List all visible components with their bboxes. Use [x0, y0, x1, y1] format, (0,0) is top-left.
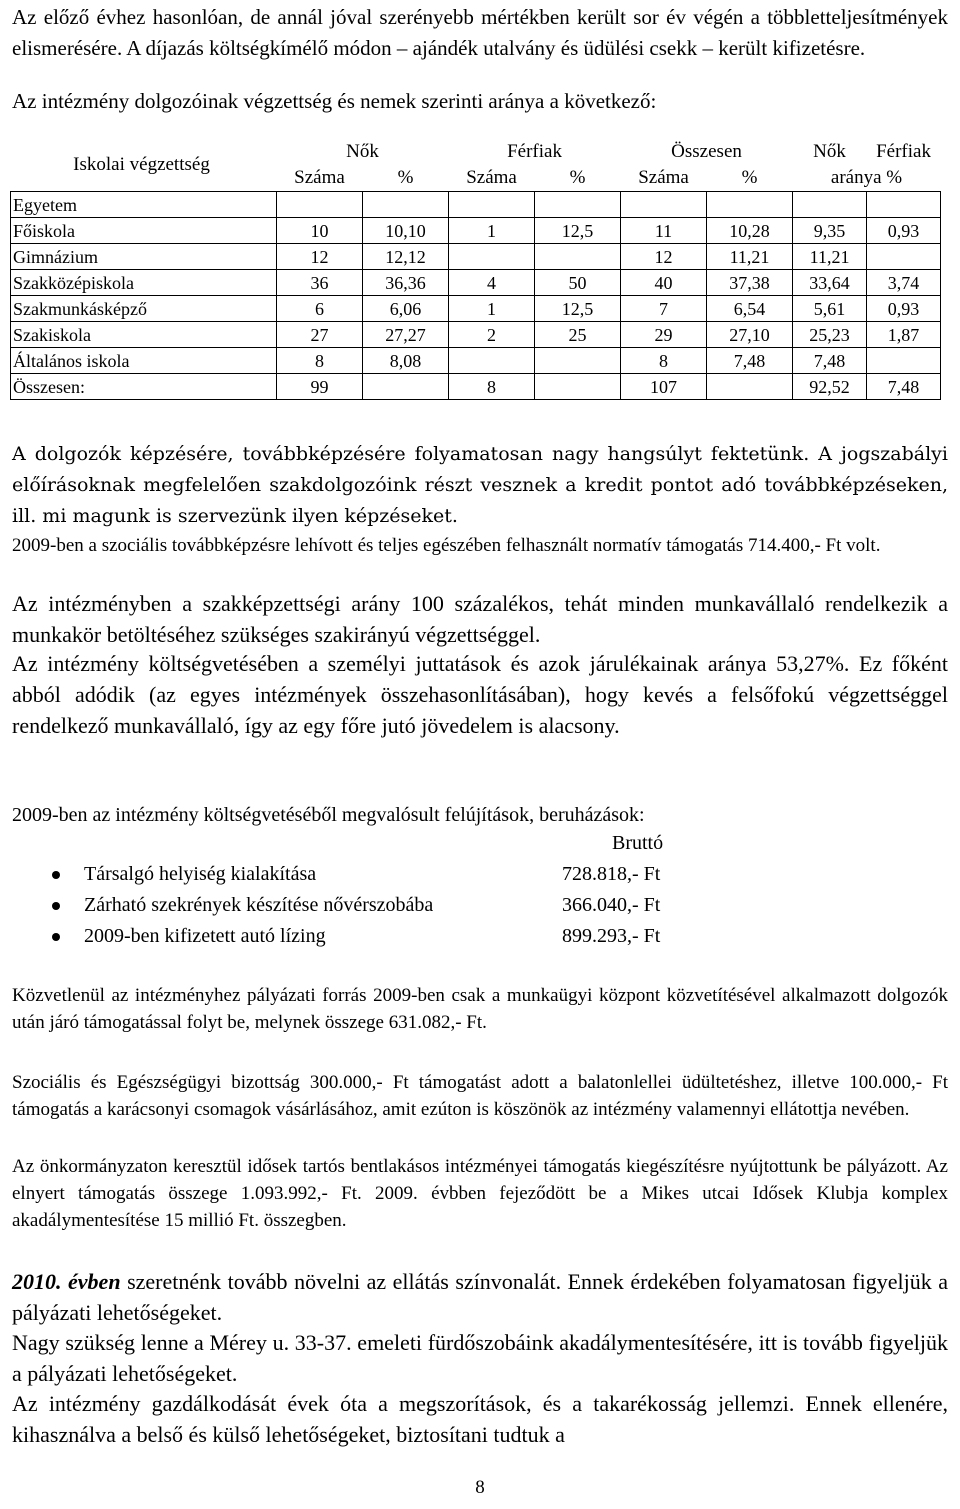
subheader-percent: %: [569, 167, 586, 188]
cell: 7,48: [867, 374, 941, 400]
gross-amount-header: Bruttó: [612, 832, 664, 854]
cell: 99: [277, 374, 363, 400]
cell: 29: [621, 322, 707, 348]
table-row: [11, 192, 941, 218]
header-women-ratio: Nők: [813, 141, 846, 162]
cell: 27: [277, 322, 363, 348]
cell: 7,48: [707, 348, 793, 374]
cell: 4: [449, 270, 535, 296]
table-row: [11, 348, 941, 374]
row-label: Gimnázium: [11, 244, 277, 270]
plans-text: szeretnénk tovább növelni az ellátás színvonalát. Ennek érdekében folyamatosan figyeljük a pályázati lehetőségeket.: [12, 1269, 949, 1325]
intro-paragraph: Az előző évhez hasonlóan, de annál jóval szerényebb mértékben került sor év végén a többletteljesítmények elismerésére. A díjazás költségkímélő módon – ajándék utalvány és üdülési csekk – került kifizetésre.: [12, 5, 948, 60]
subheader-percent: %: [397, 167, 414, 188]
cell: 10,28: [707, 218, 793, 244]
table-row: [11, 322, 941, 348]
row-label: Egyetem: [11, 192, 277, 218]
cell: 50: [535, 270, 621, 296]
cell: 12: [277, 244, 363, 270]
cell: [535, 192, 621, 218]
row-label: Általános iskola: [11, 348, 277, 374]
cell: [363, 192, 449, 218]
education-gender-table: [10, 139, 941, 400]
table-intro-sentence: Az intézmény dolgozóinak végzettség és nemek szerinti aránya a következő:: [12, 89, 657, 113]
cell: 12,5: [535, 218, 621, 244]
bullet-icon: [52, 902, 60, 910]
cell: 7,48: [793, 348, 867, 374]
cell: [449, 192, 535, 218]
table-total-row: [11, 374, 941, 400]
cell: [793, 192, 867, 218]
item-label: Zárható szekrények készítése nővérszobába: [84, 894, 434, 916]
table-row: [11, 218, 941, 244]
normative-support-paragraph: 2009-ben a szociális továbbképzésre lehívott és teljes egészében felhasznált normatív támogatás 714.400,- Ft volt.: [12, 535, 881, 556]
renovations-heading: 2009-ben az intézmény költségvetéséből megvalósult felújítások, beruházások:: [12, 804, 645, 826]
cell: [707, 192, 793, 218]
table-row: [11, 296, 941, 322]
cell: 11: [621, 218, 707, 244]
cell: 25: [535, 322, 621, 348]
cell: 27,27: [363, 322, 449, 348]
training-paragraph: A dolgozók képzésére, továbbképzésére folyamatosan nagy hangsúlyt fektetünk. A jogszabályi előírásoknak megfelelően szakdolgozóink részt vesznek a kredit pontot adó továbbképzéseken, ill. mi magunk is szervezünk ilyen képzéseket.: [12, 443, 948, 527]
cell: 37,38: [707, 270, 793, 296]
plans-paragraph-3: Az intézmény gazdálkodását évek óta a megszorítások, és a takarékosság jellemzi. Ennek ellenére, kihasználva a belső és külső lehetőségeket, biztosítani tudtuk a: [12, 1391, 948, 1447]
cell: 92,52: [793, 374, 867, 400]
cell: 7: [621, 296, 707, 322]
grant-paragraph-1: Közvetlenül az intézményhez pályázati forrás 2009-ben csak a munkaügyi központ közvetítésével alkalmazott dolgozók után járó támogatással folyt be, melynek összege 631.082,- Ft.: [12, 985, 948, 1033]
cell: 12,5: [535, 296, 621, 322]
subheader-count: Száma: [638, 167, 689, 188]
cell: 8: [621, 348, 707, 374]
cell: [449, 244, 535, 270]
row-label: Szakközépiskola: [11, 270, 277, 296]
list-item: [12, 890, 912, 921]
cell: 6,54: [707, 296, 793, 322]
table-row: [11, 244, 941, 270]
item-amount: 899.293,- Ft: [562, 925, 661, 947]
row-label: Szakmunkásképző: [11, 296, 277, 322]
cell: 27,10: [707, 322, 793, 348]
qualification-paragraph: Az intézményben a szakképzettségi arány 100 százalékos, tehát minden munkavállaló rendelkezik a munkakör betöltéséhez szükséges szakirányú végzettséggel.: [12, 591, 948, 647]
cell: [621, 192, 707, 218]
list-item: [12, 859, 912, 890]
cell: 8: [449, 374, 535, 400]
cell: 10: [277, 218, 363, 244]
cell: 33,64: [793, 270, 867, 296]
row-label: Főiskola: [11, 218, 277, 244]
plans-paragraph-2: Nagy szükség lenne a Mérey u. 33-37. emeleti fürdőszobáink akadálymentesítésére, itt is tovább figyeljük a pályázati lehetőségeket.: [12, 1330, 948, 1386]
plans-paragraph-1: [12, 1266, 948, 1328]
cell: 9,35: [793, 218, 867, 244]
item-label: Társalgó helyiség kialakítása: [84, 863, 317, 885]
header-women: Nők: [346, 141, 379, 162]
cell: 10,10: [363, 218, 449, 244]
cell: [449, 348, 535, 374]
cell: [277, 192, 363, 218]
year-label: 2010. évben: [12, 1269, 121, 1294]
grant-paragraph-2: Szociális és Egészségügyi bizottság 300.000,- Ft támogatást adott a balatonlellei üdültetéshez, illetve 100.000,- Ft támogatás a karácsonyi csomagok vásárlásához, amit ezúton is köszönök az intézmény valamennyi ellátottja nevében.: [12, 1072, 948, 1120]
cell: 0,93: [867, 296, 941, 322]
subheader-percent: %: [741, 167, 758, 188]
renovations-list: [12, 859, 912, 952]
cell: 0,93: [867, 218, 941, 244]
cell: 2: [449, 322, 535, 348]
cell: 8: [277, 348, 363, 374]
item-amount: 366.040,- Ft: [562, 894, 661, 916]
list-item: [12, 921, 912, 952]
item-label: 2009-ben kifizetett autó lízing: [84, 925, 326, 947]
personnel-cost-paragraph: Az intézmény költségvetésében a személyi juttatások és azok járulékainak aránya 53,27%. Ez főként abból adódik (az egyes intézmények összehasonlításában), hogy kevés a felsőfokú végzettséggel rendelkező munkavállaló, így az egy főre jutó jövedelem is alacsony.: [12, 651, 948, 738]
cell: [535, 348, 621, 374]
table-header-row: [11, 139, 941, 165]
bullet-icon: [52, 871, 60, 879]
table-row: [11, 270, 941, 296]
item-amount: 728.818,- Ft: [562, 863, 661, 885]
cell: 36,36: [363, 270, 449, 296]
col-label-education: Iskolai végzettség: [73, 154, 210, 175]
row-label: Összesen:: [11, 374, 277, 400]
cell: [707, 374, 793, 400]
cell: 3,74: [867, 270, 941, 296]
subheader-count: Száma: [294, 167, 345, 188]
cell: 25,23: [793, 322, 867, 348]
cell: 1: [449, 296, 535, 322]
cell: 6,06: [363, 296, 449, 322]
header-total: Összesen: [671, 141, 742, 162]
cell: 11,21: [707, 244, 793, 270]
cell: [867, 348, 941, 374]
cell: 12,12: [363, 244, 449, 270]
grant-paragraph-3: Az önkormányzaton keresztül idősek tartós bentlakásos intézményei támogatás kiegészítésre nyújtottunk be pályázott. Az elnyert támogatás összege 1.093.992,- Ft. 2009. évbben fejeződött be a Mikes utcai Idősek Klubja komplex akadálymentesítése 15 millió Ft. összegben.: [12, 1156, 948, 1231]
header-men-ratio: Férfiak: [876, 141, 931, 162]
cell: 107: [621, 374, 707, 400]
subheader-ratio: aránya %: [830, 167, 903, 188]
page-number: 8: [475, 1477, 485, 1498]
cell: 1: [449, 218, 535, 244]
bullet-icon: [52, 933, 60, 941]
cell: [535, 374, 621, 400]
cell: 5,61: [793, 296, 867, 322]
cell: 8,08: [363, 348, 449, 374]
cell: 6: [277, 296, 363, 322]
header-men: Férfiak: [507, 141, 562, 162]
cell: [867, 192, 941, 218]
row-label: Szakiskola: [11, 322, 277, 348]
cell: 36: [277, 270, 363, 296]
cell: [535, 244, 621, 270]
cell: 1,87: [867, 322, 941, 348]
cell: 12: [621, 244, 707, 270]
subheader-count: Száma: [466, 167, 517, 188]
cell: [363, 374, 449, 400]
cell: 40: [621, 270, 707, 296]
cell: 11,21: [793, 244, 867, 270]
cell: [867, 244, 941, 270]
